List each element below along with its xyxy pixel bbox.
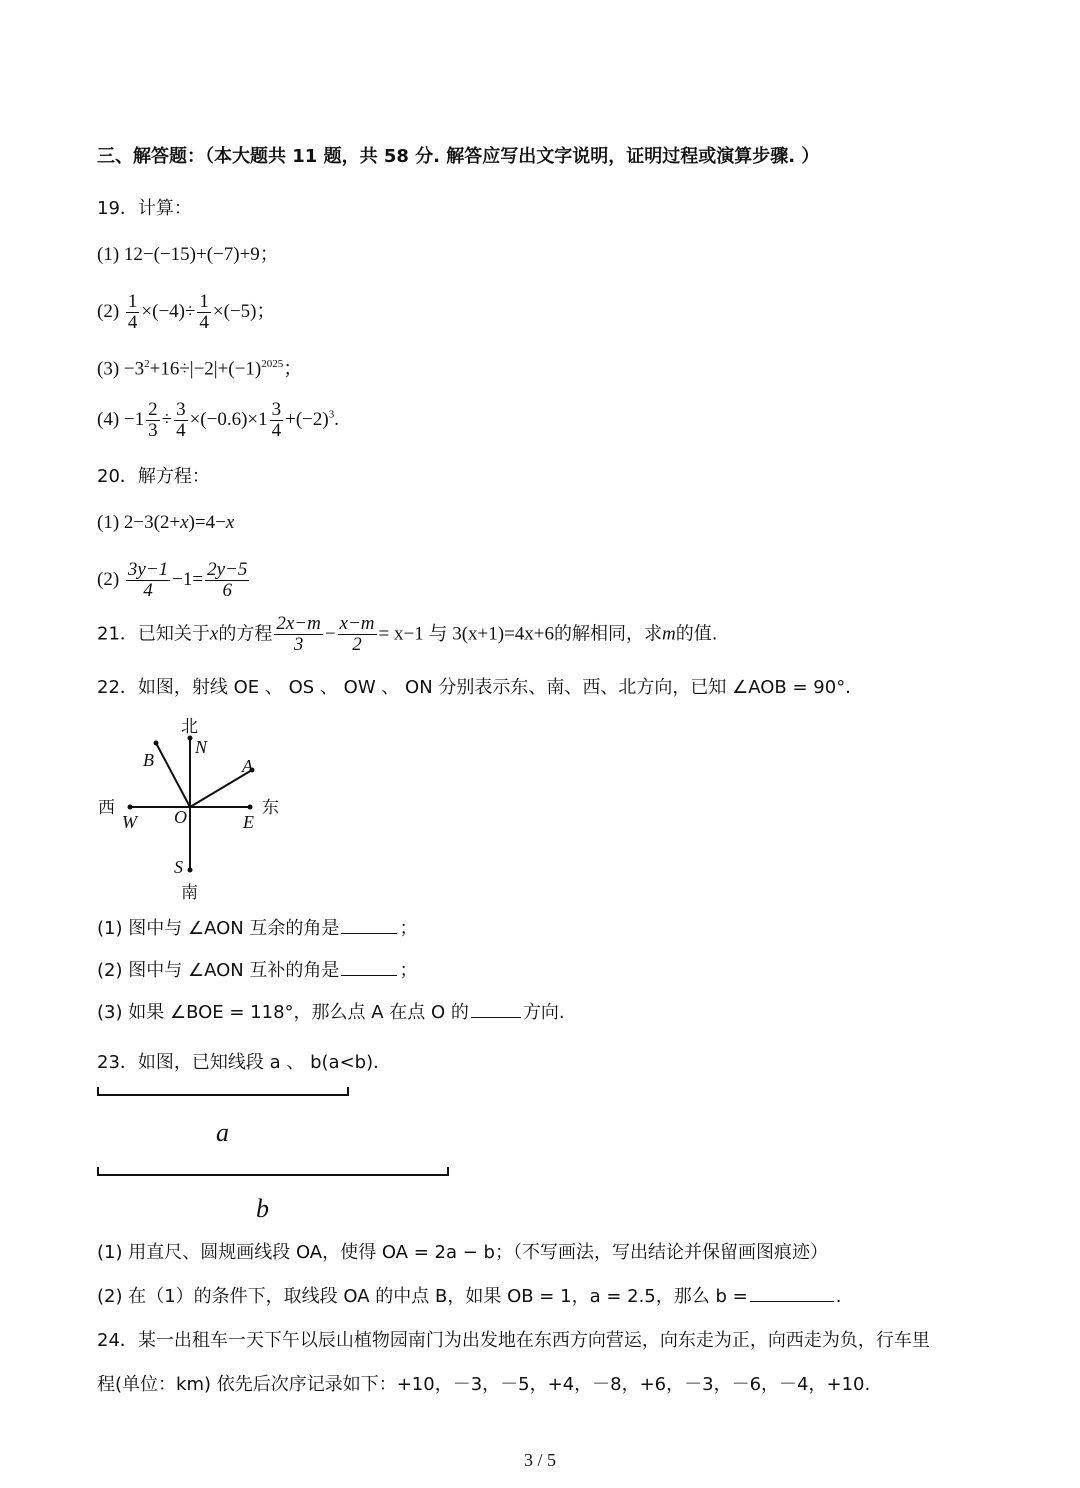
point-e [248,805,253,810]
label-S: S [174,857,183,877]
q22-title: 22．如图，射线 OE 、 OS 、 OW 、 ON 分别表示东、南、西、北方向，已知 ∠AOB = 90°． [97,677,864,698]
label-O: O [174,807,187,827]
q19-part3: $(3) -3^2+16\div|-2|+(-1)^{2025}$； [97,358,303,380]
q19-part4: (4) −1 $\frac{2}{3}$ ÷ $\frac{3}{4}$ ×(−0.6)×1 $\frac{3}{4}$ $+(-2)^3$. [97,399,339,441]
fraction: $\frac{3}{4}$ [271,399,282,441]
label-W: W [122,812,137,832]
q19-part2 [97,292,276,333]
ray-ob [156,743,190,807]
q19-part1: (1) 12−(−15)+(−7)+9； [97,244,279,265]
fraction: $\frac{2y-5}{6}$ [207,559,248,601]
label-south: 南 [181,883,198,903]
q19-title: 19．计算： [97,198,192,219]
q24-line2: 程(单位：km) 依先后次序记录如下：+10，－3，－5，+4，－8，+6，－3，－6，－4，+10. [97,1374,871,1395]
q20-part1: (1) 2−3(2+x)=4−x [97,512,235,533]
q22-part2: (2) 图中与 ∠AON 互补的角是 ； [97,960,418,981]
answer-blank[interactable] [341,974,397,976]
point-w [128,805,133,810]
label-A: A [242,756,253,776]
label-north: 北 [181,717,198,737]
q23-title: 23．如图，已知线段 a 、 b(a<b)． [97,1052,392,1073]
point-s [188,868,193,873]
q19-part2-tail: ×(−5)； [212,300,276,322]
segment-a-label: a [216,1118,229,1147]
q22-part3: (3) 如果 ∠BOE = 118°，那么点 A 在点 O 的 方向. [97,1002,565,1023]
q20-title: 20．解方程： [97,466,210,487]
q22-part1: (1) 图中与 ∠AON 互余的角是 ； [97,918,418,939]
q20-part2: (2) $\frac{3y-1}{4}$ −1= $\frac{2y-5}{6}$ [97,559,248,601]
fraction: $\frac{2x-m}{3}$ [276,613,321,655]
segment-b [97,1174,449,1176]
fraction: $\frac{3y-1}{4}$ [127,559,169,601]
q24-line1: 24．某一出租车一天下午以辰山植物园南门为出发地在东西方向营运，向东走为正，向西走为负，行车里 [97,1330,930,1351]
q23-part2: (2) 在（1）的条件下，取线段 OA 的中点 B，如果 OB = 1，a = 2.5，那么 b = . [97,1286,842,1307]
label-N: N [195,737,208,757]
q19-part2-mid: ×(−4)÷ [141,300,196,322]
point-b [154,741,159,746]
compass-figure [90,710,300,905]
fraction: $\frac{x-m}{2}$ [339,613,375,655]
label-B: B [143,750,154,770]
label-west: 西 [98,798,115,818]
q23-part1: (1) 用直尺、圆规画线段 OA，使得 OA = 2a − b；（不写画法，写出结论并保留画图痕迹） [97,1242,828,1263]
segment-b-label: b [256,1194,269,1223]
page-number: 3 / 5 [523,1450,556,1470]
answer-blank[interactable] [341,932,397,934]
fraction: $\frac{2}{3}$ [148,399,158,441]
label-E: E [243,812,254,832]
q21: 21．已知关于x的方程 $\frac{2x-m}{3}$ − $\frac{x-m}{2}$ = x−1 与 3(x+1)=4x+6的解相同，求m的值. [97,613,718,655]
section-header: 三、解答题：（本大题共 11 题，共 58 分. 解答应写出文字说明，证明过程或演算步骤. ） [97,146,820,167]
q19-part2-label: (2) [97,300,124,322]
fraction: $\frac{1}{4}$ [199,291,209,333]
answer-blank[interactable] [750,1300,834,1302]
answer-blank[interactable] [471,1016,521,1018]
fraction: $\frac{3}{4}$ [176,399,186,441]
label-east: 东 [262,798,279,818]
segment-a [97,1094,349,1096]
fraction: $\frac{1}{4}$ [127,291,138,333]
